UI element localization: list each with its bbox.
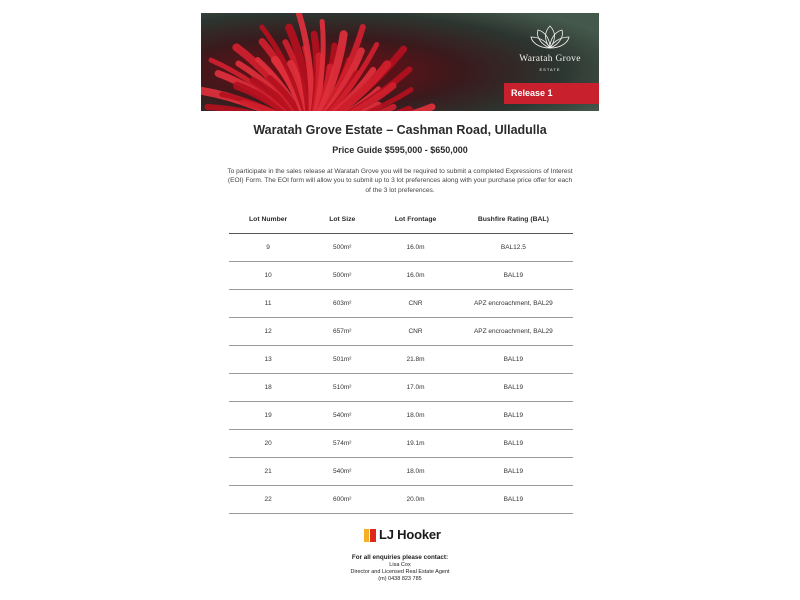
cell-bushfire-rating: APZ encroachment, BAL29 xyxy=(454,318,573,346)
release-badge: Release 1 xyxy=(504,83,599,104)
table-row xyxy=(229,374,573,402)
cell-lot-frontage: 17.0m xyxy=(377,374,453,402)
estate-logo-name: Waratah Grove xyxy=(519,54,581,64)
cell-lot-size: 540m² xyxy=(307,458,377,486)
cell-lot-frontage: 18.0m xyxy=(377,402,453,430)
cell-lot-number: 10 xyxy=(229,262,307,290)
cell-lot-size: 501m² xyxy=(307,346,377,374)
cell-lot-frontage: 18.0m xyxy=(377,458,453,486)
cell-lot-size: 600m² xyxy=(307,486,377,514)
cell-lot-number: 12 xyxy=(229,318,307,346)
cell-bushfire-rating: BAL19 xyxy=(454,262,573,290)
cell-lot-size: 510m² xyxy=(307,374,377,402)
table-row xyxy=(229,486,573,514)
page-title: Waratah Grove Estate – Cashman Road, Ulladulla xyxy=(253,123,547,137)
cell-bushfire-rating: BAL19 xyxy=(454,346,573,374)
cell-lot-number: 11 xyxy=(229,290,307,318)
cell-lot-size: 500m² xyxy=(307,262,377,290)
cell-bushfire-rating: BAL19 xyxy=(454,374,573,402)
header-lot-size: Lot Size xyxy=(307,205,377,234)
table-row xyxy=(229,234,573,262)
cell-bushfire-rating: BAL19 xyxy=(454,458,573,486)
cell-lot-frontage: CNR xyxy=(377,290,453,318)
intro-paragraph: To participate in the sales release at Waratah Grove you will be required to submit a completed Expressions of Interest (EOI) Form. The EOI form will allow you to submit up to 3 lot preferences along with your purchase price offer for each of the 3 lot preferences. xyxy=(227,168,573,194)
cell-lot-size: 500m² xyxy=(307,234,377,262)
lot-table xyxy=(229,205,573,514)
brand-name: LJ Hooker xyxy=(379,527,441,542)
lotus-flower-icon xyxy=(500,16,600,56)
cell-bushfire-rating: BAL19 xyxy=(454,402,573,430)
cell-lot-frontage: 16.0m xyxy=(377,234,453,262)
cell-lot-number: 13 xyxy=(229,346,307,374)
lj-hooker-mark-icon xyxy=(364,529,376,542)
contact-heading: For all enquiries please contact: xyxy=(351,554,449,561)
estate-logo xyxy=(500,16,600,72)
contact-block xyxy=(300,553,500,583)
contact-phone: (m) 0438 823 785 xyxy=(378,576,422,582)
header-lot-number: Lot Number xyxy=(229,205,307,234)
cell-lot-number: 9 xyxy=(229,234,307,262)
table-row xyxy=(229,458,573,486)
cell-lot-frontage: 19.1m xyxy=(377,430,453,458)
table-row xyxy=(229,290,573,318)
cell-lot-frontage: CNR xyxy=(377,318,453,346)
cell-lot-frontage: 20.0m xyxy=(377,486,453,514)
table-row xyxy=(229,262,573,290)
table-row xyxy=(229,402,573,430)
cell-bushfire-rating: BAL12.5 xyxy=(454,234,573,262)
cell-lot-number: 21 xyxy=(229,458,307,486)
cell-lot-frontage: 21.8m xyxy=(377,346,453,374)
cell-bushfire-rating: APZ encroachment, BAL29 xyxy=(454,290,573,318)
contact-role: Director and Licensed Real Estate Agent xyxy=(350,569,450,575)
cell-lot-number: 20 xyxy=(229,430,307,458)
cell-lot-size: 574m² xyxy=(307,430,377,458)
cell-lot-number: 19 xyxy=(229,402,307,430)
table-row xyxy=(229,318,573,346)
price-guide: Price Guide $595,000 - $650,000 xyxy=(332,145,468,155)
cell-lot-frontage: 16.0m xyxy=(377,262,453,290)
table-header-row xyxy=(229,205,573,234)
cell-lot-number: 18 xyxy=(229,374,307,402)
cell-lot-size: 540m² xyxy=(307,402,377,430)
header-bushfire-rating: Bushfire Rating (BAL) xyxy=(454,205,573,234)
header-lot-frontage: Lot Frontage xyxy=(377,205,453,234)
cell-lot-number: 22 xyxy=(229,486,307,514)
table-row xyxy=(229,346,573,374)
cell-lot-size: 657m² xyxy=(307,318,377,346)
cell-bushfire-rating: BAL19 xyxy=(454,430,573,458)
contact-name: Lisa Cox xyxy=(389,562,411,568)
table-row xyxy=(229,430,573,458)
cell-bushfire-rating: BAL19 xyxy=(454,486,573,514)
estate-logo-subtitle: ESTATE xyxy=(539,67,561,72)
cell-lot-size: 603m² xyxy=(307,290,377,318)
